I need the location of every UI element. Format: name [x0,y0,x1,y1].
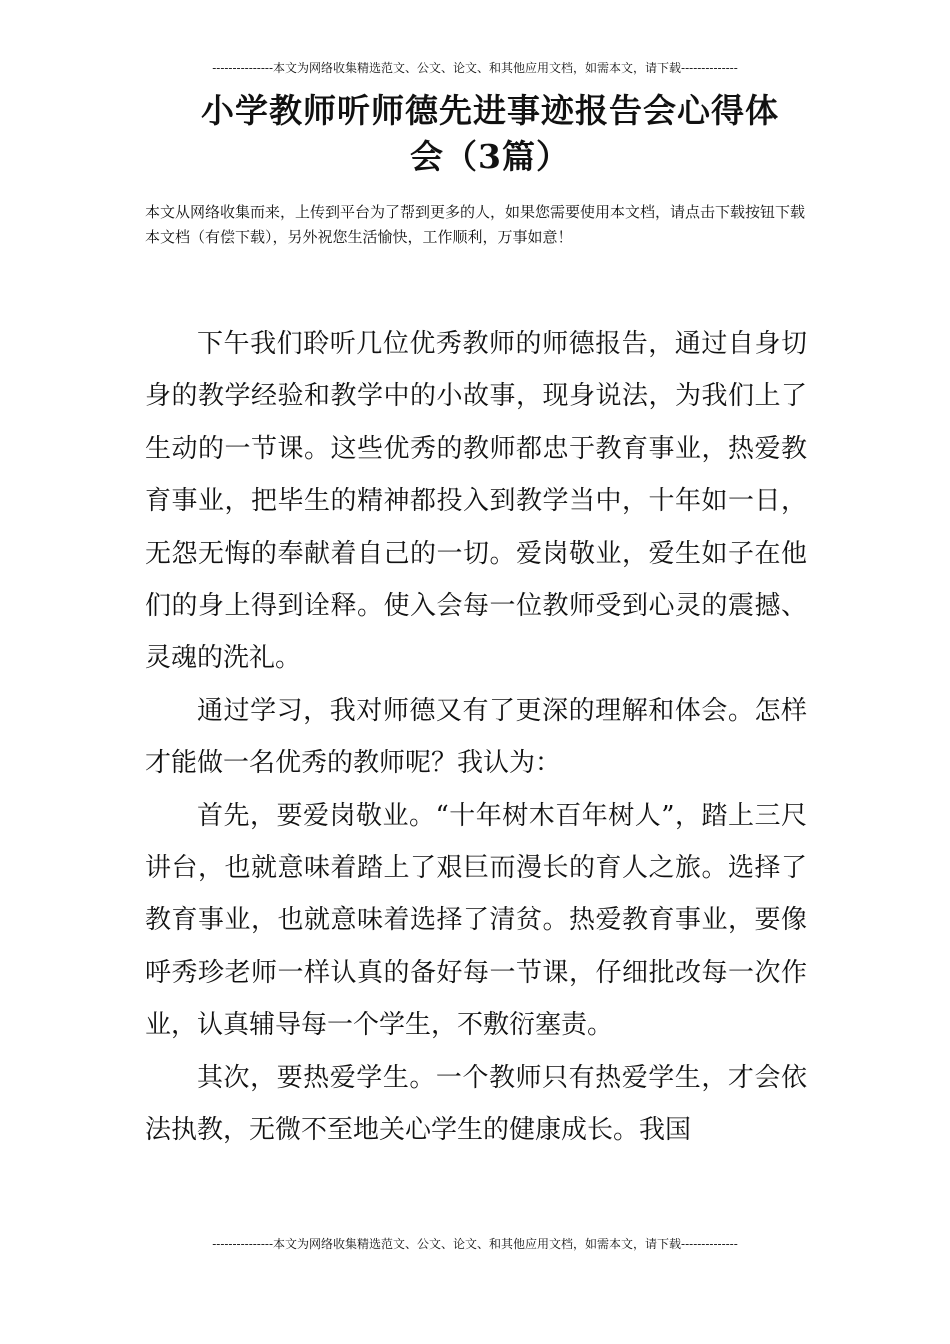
page-footer-banner: ---------------本文为网络收集精选范文、公文、论文、和其他应用文档，如需本文，请下载-------------- [212,1237,738,1251]
body-paragraph: 其次，要热爱学生。一个教师只有热爱学生，才会依法执教，无微不至地关心学生的健康成长。我国 [145,1062,807,1146]
page-header-banner: ---------------本文为网络收集精选范文、公文、论文、和其他应用文档，如需本文，请下载-------------- [212,61,738,75]
body-paragraph: 通过学习，我对师德又有了更深的理解和体会。怎样才能做一名优秀的教师呢？我认为： [145,695,807,779]
title-line-2: 会（3篇） [410,137,570,176]
document-title [150,88,830,180]
download-notice: 本文从网络收集而来，上传到平台为了帮到更多的人，如果您需要使用本文档，请点击下载按钮下载本文档（有偿下载），另外祝您生活愉快，工作顺利，万事如意！ [145,203,806,246]
body-paragraph: 下午我们聆听几位优秀教师的师德报告，通过自身切身的教学经验和教学中的小故事，现身说法，为我们上了生动的一节课。这些优秀的教师都忠于教育事业，热爱教育事业，把毕生的精神都投入到教学当中，十年如一日，无怨无悔的奉献着自己的一切。爱岗敬业，爱生如子在他们的身上得到诠释。使入会每一位教师受到心灵的震撼、灵魂的洗礼。 [145,329,807,674]
document-body [145,318,807,1157]
body-paragraph: 首先，要爱岗敬业。“十年树木百年树人”，踏上三尺讲台，也就意味着踏上了艰巨而漫长的育人之旅。选择了教育事业，也就意味着选择了清贫。热爱教育事业，要像呼秀珍老师一样认真的备好每一节课，仔细批改每一次作业，认真辅导每一个学生，不敷衍塞责。 [145,800,807,1041]
title-line-1: 小学教师听师德先进事迹报告会心得体 [201,91,779,130]
